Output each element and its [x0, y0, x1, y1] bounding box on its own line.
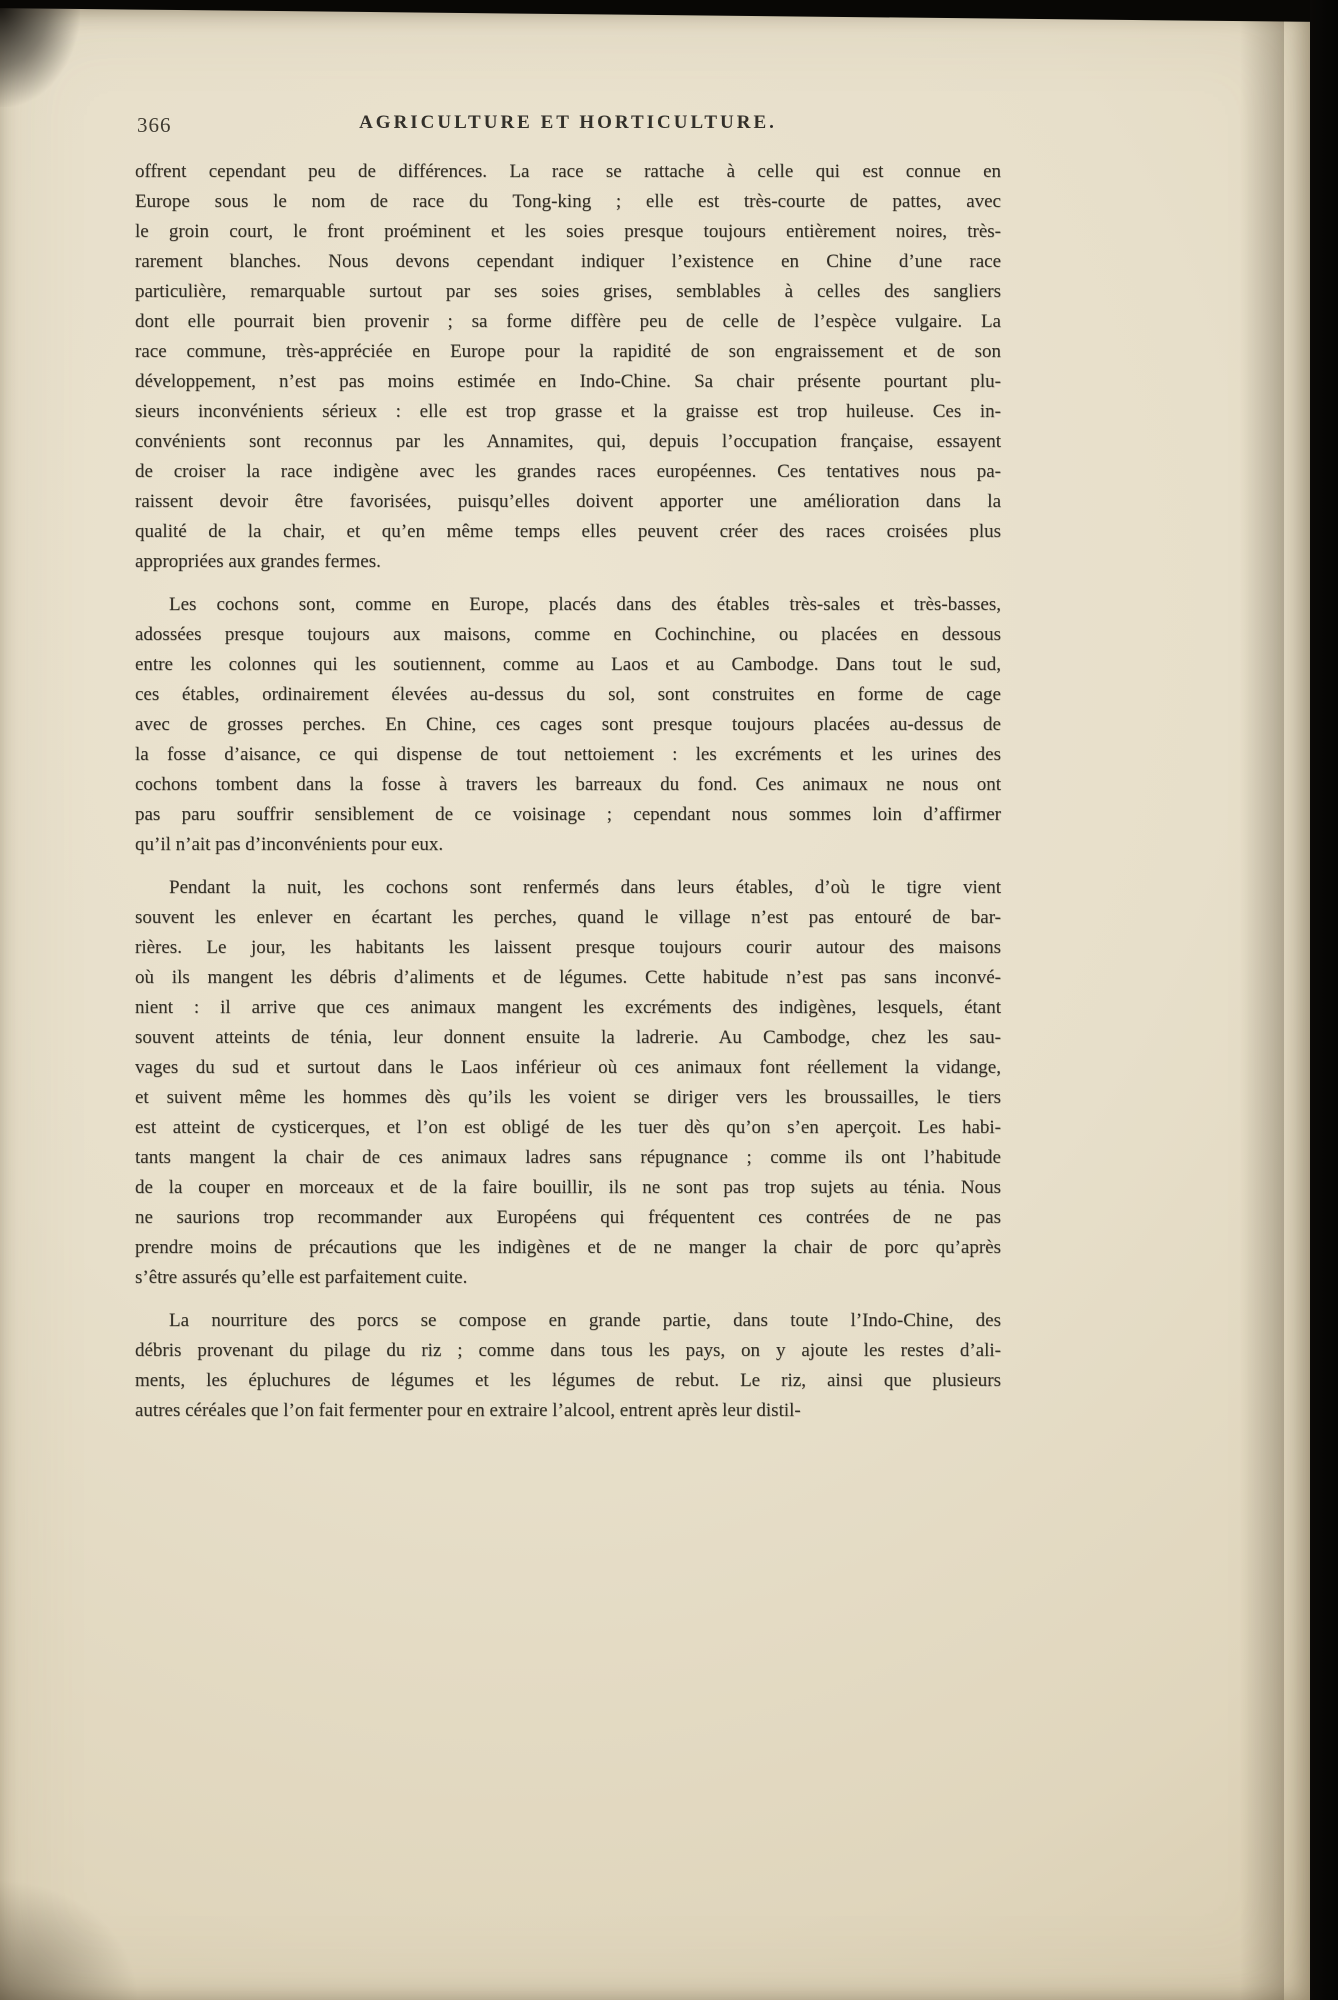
text-line: particulière, remarquable surtout par ses soies grises, semblables à celles des sangliers: [135, 281, 1001, 302]
text-line: pas paru souffrir sensiblement de ce voisinage ; cependant nous sommes loin d’affirmer: [135, 804, 1001, 825]
text-line: qu’il n’ait pas d’inconvénients pour eux.: [135, 834, 444, 855]
text-line: s’être assurés qu’elle est parfaitement cuite.: [135, 1267, 468, 1288]
text-line: de croiser la race indigène avec les grandes races européennes. Ces tentatives nous pa-: [135, 461, 1001, 482]
text-line: avec de grosses perches. En Chine, ces cages sont presque toujours placées au-dessus de: [135, 714, 1001, 735]
scan-edge-right: [1310, 0, 1338, 2000]
scan-corner-shadow-top-left: [0, 7, 80, 107]
text-line: La nourriture des porcs se compose en grande partie, dans toute l’Indo-Chine, des: [169, 1310, 1001, 1331]
text-line: où ils mangent les débris d’aliments et de légumes. Cette habitude n’est pas sans inconvé-: [135, 967, 1001, 988]
text-line: vages du sud et surtout dans le Laos inférieur où ces animaux font réellement la vidange,: [135, 1057, 1001, 1078]
text-line: raissent devoir être favorisées, puisqu’elles doivent apporter une amélioration dans la: [135, 491, 1001, 512]
text-line: dont elle pourrait bien provenir ; sa forme diffère peu de celle de l’espèce vulgaire. La: [135, 311, 1001, 332]
paragraph: [135, 1306, 1001, 1426]
text-line: de la couper en morceaux et de la faire bouillir, ils ne sont pas trop sujets au ténia. Nous: [135, 1177, 1001, 1198]
text-line: nient : il arrive que ces animaux mangent les excréments des indigènes, lesquels, étant: [135, 997, 1001, 1018]
book-page-paper: [0, 7, 1312, 2000]
text-line: autres céréales que l’on fait fermenter pour en extraire l’alcool, entrent après leur distil-: [135, 1400, 801, 1421]
text-line: qualité de la chair, et qu’en même temps elles peuvent créer des races croisées plus: [135, 521, 1001, 542]
text-line: débris provenant du pilage du riz ; comme dans tous les pays, on y ajoute les restes d’ali-: [135, 1340, 1001, 1361]
text-line: Les cochons sont, comme en Europe, placés dans des étables très-sales et très-basses,: [169, 594, 1001, 615]
text-line: entre les colonnes qui les soutiennent, comme au Laos et au Cambodge. Dans tout le sud,: [135, 654, 1001, 675]
text-line: et suivent même les hommes dès qu’ils les voient se diriger vers les broussailles, le tiers: [135, 1087, 1001, 1108]
text-line: souvent les enlever en écartant les perches, quand le village n’est pas entouré de bar-: [135, 907, 1001, 928]
text-line: prendre moins de précautions que les indigènes et de ne manger la chair de porc qu’après: [135, 1237, 1001, 1258]
text-line: ne saurions trop recommander aux Européens qui fréquentent ces contrées de ne pas: [135, 1207, 1001, 1228]
text-line: ments, les épluchures de légumes et les légumes de rebut. Le riz, ainsi que plusieurs: [135, 1370, 1001, 1391]
text-line: est atteint de cysticerques, et l’on est obligé de les tuer dès qu’on s’en aperçoit. Les habi-: [135, 1117, 1001, 1138]
text-line: rières. Le jour, les habitants les laissent presque toujours courir autour des maisons: [135, 937, 1001, 958]
running-title: AGRICULTURE ET HORTICULTURE.: [359, 112, 777, 133]
paragraph: [135, 590, 1001, 860]
text-line: race commune, très-appréciée en Europe pour la rapidité de son engraissement et de son: [135, 341, 1001, 362]
text-line: sieurs inconvénients sérieux : elle est trop grasse et la graisse est trop huileuse. Ces in-: [135, 401, 1001, 422]
text-line: souvent atteints de ténia, leur donnent ensuite la ladrerie. Au Cambodge, chez les sau-: [135, 1027, 1001, 1048]
text-line: Europe sous le nom de race du Tong-king ; elle est très-courte de pattes, avec: [135, 191, 1001, 212]
page-header: [135, 109, 1001, 143]
text-line: la fosse d’aisance, ce qui dispense de tout nettoiement : les excréments et les urines des: [135, 744, 1001, 765]
text-line: rarement blanches. Nous devons cependant indiquer l’existence en Chine d’une race: [135, 251, 1001, 272]
text-line: tants mangent la chair de ces animaux ladres sans répugnance ; comme ils ont l’habitude: [135, 1147, 1001, 1168]
text-line: offrent cependant peu de différences. La race se rattache à celle qui est connue en: [135, 161, 1001, 182]
text-line: adossées presque toujours aux maisons, comme en Cochinchine, ou placées en dessous: [135, 624, 1001, 645]
text-line: cochons tombent dans la fosse à travers les barreaux du fond. Ces animaux ne nous ont: [135, 774, 1001, 795]
text-line: convénients sont reconnus par les Annamites, qui, depuis l’occupation française, essayent: [135, 431, 1001, 452]
text-line: Pendant la nuit, les cochons sont renfermés dans leurs étables, d’où le tigre vient: [169, 877, 1001, 898]
paragraph: [135, 157, 1001, 577]
text-line: appropriées aux grandes fermes.: [135, 551, 381, 572]
text-line: le groin court, le front proéminent et les soies presque toujours entièrement noires, très-: [135, 221, 1001, 242]
text-line: ces étables, ordinairement élevées au-dessus du sol, sont construites en forme de cage: [135, 684, 1001, 705]
scan-corner-shadow-bottom-left: [0, 1870, 150, 2000]
page-number: 366: [137, 113, 172, 137]
paragraph: [135, 873, 1001, 1293]
page-edge-shadow: [1240, 7, 1284, 2000]
page-content: [135, 109, 1001, 1426]
text-line: développement, n’est pas moins estimée en Indo-Chine. Sa chair présente pourtant plu-: [135, 371, 1001, 392]
page-body: [135, 157, 1001, 1426]
